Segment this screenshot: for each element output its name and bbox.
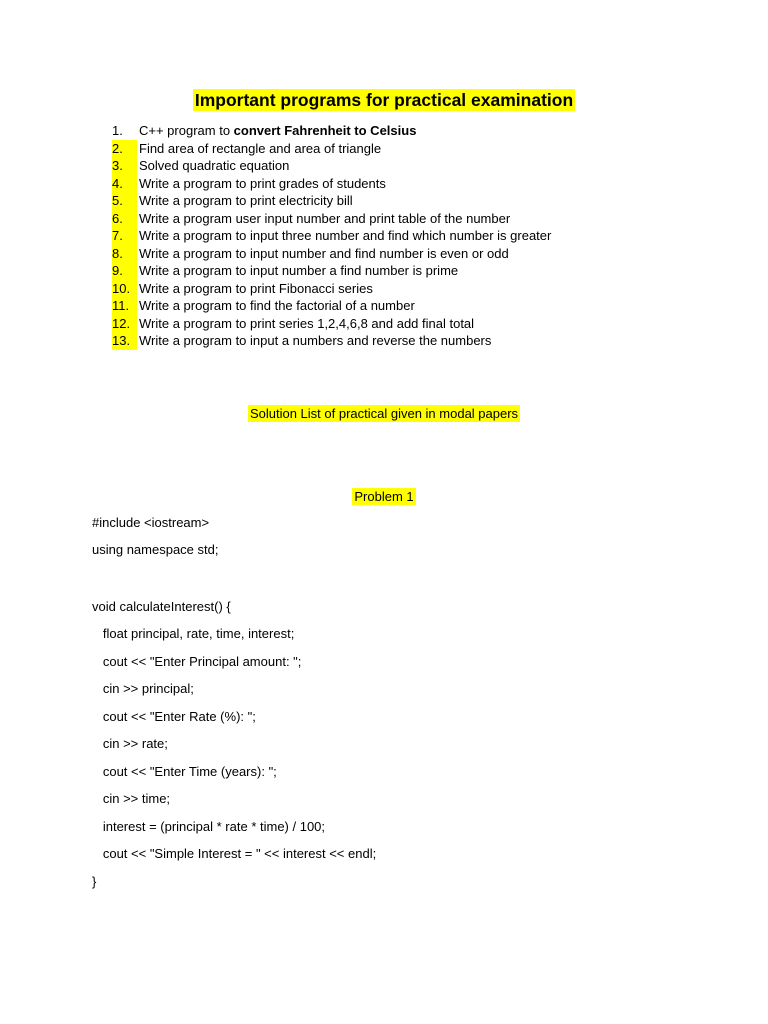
list-item-plain-text: Write a program to input number and find number is even or odd [139,245,509,261]
list-item-plain-text: Find area of rectangle and area of triangle [139,140,382,156]
list-item-number: 4. [112,175,137,193]
code-line: float principal, rate, time, interest; [92,626,295,641]
list-item [112,140,551,158]
problem-heading-text: Problem 1 [354,489,414,504]
list-item-number: 1. [112,123,123,138]
list-item-number: 12. [112,315,137,333]
list-item-number: 13. [112,332,137,350]
list-item-text [139,227,551,245]
list-item-number: 5. [112,192,137,210]
code-line: #include <iostream> [92,515,210,530]
code-line: cout << "Enter Time (years): "; [92,764,277,779]
list-item-text [139,245,509,263]
list-item-plain-text: Write a program to find the factorial of a number [139,298,415,313]
list-item-plain-text: Write a program to print Fibonacci series [139,280,373,296]
code-line: cin >> principal; [92,681,194,696]
list-item-plain-text: Write a program to input a numbers and reverse the numbers [139,333,492,348]
page-title [0,88,768,112]
list-item-text [139,122,416,140]
list-item-text [139,262,458,280]
list-item [112,245,551,263]
list-item [112,175,551,193]
code-line: cin >> time; [92,791,171,806]
solution-heading-text: Solution List of practical given in modal papers [249,406,519,421]
list-item [112,192,551,210]
list-item-text [139,332,491,350]
page-title-text: Important programs for practical examination [194,90,574,110]
list-item [112,297,551,315]
list-item-number: 11. [112,297,137,315]
list-item-plain-text: C++ program to [139,123,234,138]
code-line: } [92,874,97,889]
list-item-plain-text: Write a program user input number and print table of the number [139,210,511,226]
list-item [112,280,551,298]
list-item-plain-text: Write a program to input number a find number is prime [139,263,459,278]
list-item-number: 3. [112,157,137,175]
code-line: interest = (principal * rate * time) / 100; [92,819,326,834]
list-item-text [139,175,386,193]
list-item-number: 10. [112,280,137,298]
list-item-text [139,210,510,228]
list-item-plain-text: Write a program to input three number and find which number is greater [139,228,552,243]
list-item-text [139,140,381,158]
list-item-plain-text: Write a program to print electricity bill [139,193,353,208]
code-line: cin >> rate; [92,736,168,751]
list-item-text [139,315,474,333]
list-item-text [139,192,353,210]
list-item-number: 2. [112,140,137,158]
list-item-plain-text: Write a program to print series 1,2,4,6,8 and add final total [139,315,475,331]
list-item [112,332,551,350]
solution-heading [0,405,768,423]
list-item [112,122,551,140]
code-line: cout << "Enter Principal amount: "; [92,654,302,669]
list-item-text [139,157,289,175]
list-item [112,315,551,333]
list-item-bold-text: convert Fahrenheit to Celsius [233,123,417,138]
list-item-text [139,280,373,298]
code-line: void calculateInterest() { [92,599,231,614]
list-item-number: 7. [112,227,137,245]
code-line: cout << "Enter Rate (%): "; [92,709,256,724]
list-item-number: 8. [112,245,137,263]
list-item [112,227,551,245]
list-item-plain-text: Solved quadratic equation [139,158,290,173]
list-item-text [139,297,415,315]
programs-list [112,122,551,350]
list-item [112,262,551,280]
code-line: using namespace std; [92,542,219,557]
list-item [112,157,551,175]
problem-heading [0,488,768,506]
list-item-number: 9. [112,262,137,280]
code-line: cout << "Simple Interest = " << interest << endl; [92,846,377,861]
list-item-plain-text: Write a program to print grades of students [139,175,386,191]
list-item-number: 6. [112,210,137,228]
list-item [112,210,551,228]
